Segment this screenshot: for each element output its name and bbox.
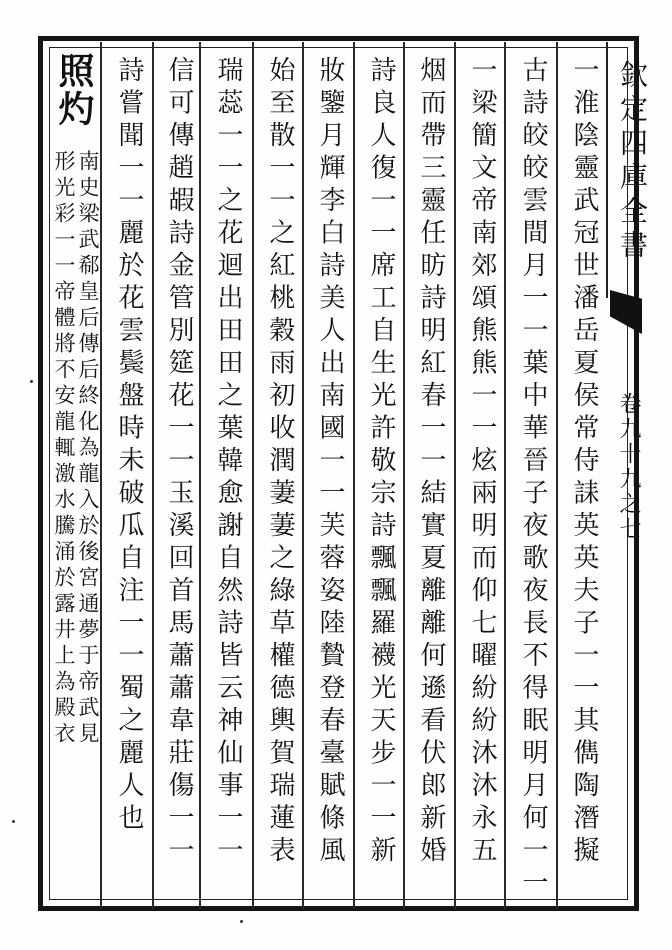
volume-label: 卷九十九之七 [616,392,641,542]
text-column: 妝鑒月輝李白詩美人出南國一一芙蓉姿陸贄登春臺賦條風 [315,56,345,869]
paper-speck [12,820,15,823]
text-column: 一淮陰靈武冠世潘岳夏侯常侍誄英英夫子一一其儁陶潛擬 [569,56,599,869]
paper-speck [240,920,243,923]
text-column: 古詩皎皎雲間月一一葉中華晉子夜歌夜長不得眠明月何一一 [518,56,548,901]
text-column: 詩嘗聞一一麗於花雲鬓盤時未破瓜自注一一蜀之麗人也 [114,56,144,836]
text-column: 信可傳趙嘏詩金管別筵花一一玉溪回首馬蕭蕭韋莊傷一一 [164,56,194,869]
entry-text-column: 形光彩一一帝體將不安龍輒激水騰涌於露井上為殿衣 [52,150,76,748]
entry-heading: 照灼 [53,52,95,128]
text-column: 詩良人復一一席工自生光許敬宗詩飄飄羅襪光天步一一新 [366,56,396,869]
text-column: 始至散一一之紅桃穀雨初收潤萋萋之綠草權德輿賀瑞蓮表 [265,56,295,869]
book-title: 欽定四庫全書 [616,60,649,264]
text-column: 烟而帶三靈任昉詩明紅春一一結實夏離離何遜看伏郎新婚 [416,56,446,869]
text-column: 一梁簡文帝南郊頌熊熊一一炫兩明而仰七曜紛紛沐沐永五 [467,56,497,869]
entry-text-column: 南史梁武郗皇后傳后終化為龍入於後宮通夢于帝武見 [76,150,100,748]
paper-speck [30,380,33,383]
text-column: 瑞蕊一一之花迴出田田之葉韓愈謝自然詩皆云神仙事一一 [213,56,243,869]
